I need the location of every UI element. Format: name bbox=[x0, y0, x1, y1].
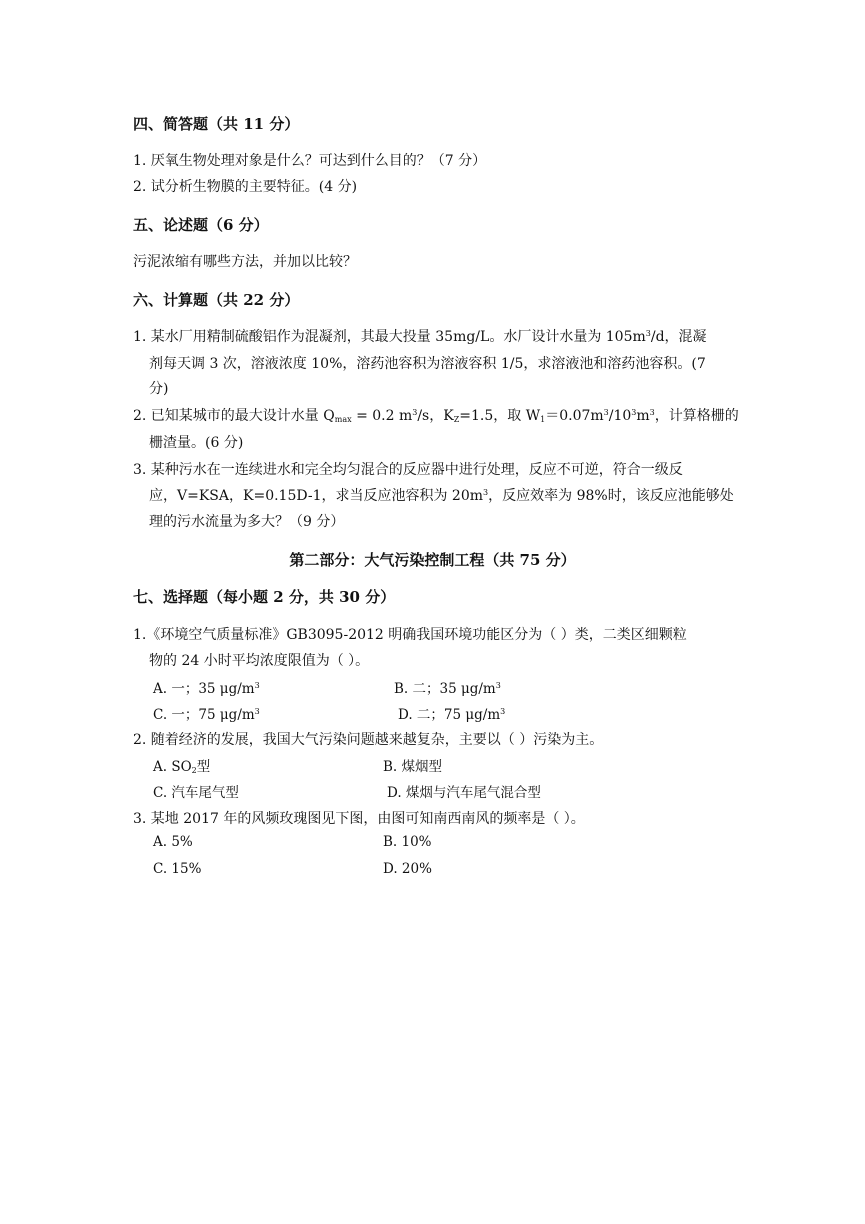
s7-q1-option-a bbox=[153, 677, 260, 697]
superscript: 3 bbox=[254, 707, 260, 716]
s6-question-1-line-3: 分) bbox=[149, 381, 169, 397]
text-run: 1. 某水厂用精制硫酸铝作为混凝剂，其最大投量 35mg/L。水厂设计水量为 105m bbox=[133, 329, 646, 345]
s6-question-1-line-2: 剂每天调 3 次，溶液浓度 10%，溶药池容积为溶液容积 1/5，求溶液池和溶药池容积。(7 bbox=[149, 356, 706, 372]
s7-q1-option-b bbox=[394, 677, 501, 697]
text-run: /d，混凝 bbox=[650, 329, 707, 345]
s7-q1-option-d bbox=[398, 703, 505, 723]
superscript: 3 bbox=[412, 408, 418, 417]
s7-q2-option-b: B. 煤烟型 bbox=[383, 759, 443, 775]
text-run: ，计算格栅的 bbox=[654, 408, 739, 424]
s7-q3-option-a: A. 5% bbox=[153, 834, 193, 850]
subscript: 1 bbox=[540, 415, 546, 424]
superscript: 3 bbox=[483, 488, 489, 497]
s6-question-1-line-1 bbox=[133, 326, 707, 346]
s4-question-1: 1. 厌氧生物处理对象是什么？可达到什么目的？（7 分） bbox=[133, 153, 487, 169]
superscript: 3 bbox=[631, 408, 637, 417]
superscript: 3 bbox=[649, 408, 655, 417]
s5-question: 污泥浓缩有哪些方法，并加以比较？ bbox=[133, 254, 357, 270]
s7-q2-option-d: D. 煤烟与汽车尾气混合型 bbox=[387, 785, 541, 801]
text-run: = 0.2 m bbox=[351, 408, 413, 424]
option-text: D. 二；75 μg/m bbox=[398, 707, 501, 723]
s7-question-2: 2. 随着经济的发展，我国大气污染问题越来越复杂，主要以（ ）污染为主。 bbox=[133, 732, 604, 748]
option-text: A. SO bbox=[153, 759, 192, 775]
s6-question-3-line-1: 3. 某种污水在一连续进水和完全均匀混合的反应器中进行处理，反应不可逆，符合一级反 bbox=[133, 462, 683, 478]
text-run: 2. 已知某城市的最大设计水量 Q bbox=[133, 408, 335, 424]
text-run: ，反应效率为 98%时，该反应池能够处 bbox=[488, 488, 734, 504]
s7-question-1-line-1: 1.《环境空气质量标准》GB3095-2012 明确我国环境功能区分为（ ）类，二类区细颗粒 bbox=[133, 627, 687, 643]
subscript: Z bbox=[453, 415, 460, 424]
text-run: /10 bbox=[608, 408, 632, 424]
s4-question-2: 2. 试分析生物膜的主要特征。(4 分) bbox=[133, 179, 358, 195]
part-2-heading: 第二部分：大气污染控制工程（共 75 分） bbox=[289, 551, 576, 569]
s7-question-1-line-2: 物的 24 小时平均浓度限值为（ ）。 bbox=[149, 653, 370, 669]
s7-q2-option-c: C. 汽车尾气型 bbox=[153, 785, 239, 801]
s7-q3-option-b: B. 10% bbox=[383, 834, 432, 850]
s6-question-3-line-3: 理的污水流量为多大？（9 分） bbox=[149, 514, 345, 530]
section-5-heading: 五、论述题（6 分） bbox=[133, 216, 269, 234]
option-text: B. 二；35 μg/m bbox=[394, 681, 496, 697]
section-7-heading: 七、选择题（每小题 2 分，共 30 分） bbox=[133, 588, 396, 606]
s6-question-2-line-2: 栅渣量。(6 分) bbox=[149, 435, 244, 451]
s7-q2-option-a bbox=[153, 755, 210, 775]
option-text: 型 bbox=[196, 759, 211, 775]
superscript: 3 bbox=[495, 681, 501, 690]
s6-question-2-line-1 bbox=[133, 405, 739, 425]
section-4-heading: 四、简答题（共 11 分） bbox=[133, 115, 300, 133]
text-run: ＝0.07m bbox=[545, 408, 604, 424]
superscript: 3 bbox=[254, 681, 260, 690]
s7-q3-option-d: D. 20% bbox=[383, 861, 432, 877]
text-run: /s，K bbox=[417, 408, 454, 424]
s7-q1-option-c bbox=[153, 703, 260, 723]
s7-question-3: 3. 某地 2017 年的风频玫瑰图见下图，由图可知南西南风的频率是（ ）。 bbox=[133, 811, 585, 827]
subscript: 2 bbox=[191, 766, 197, 775]
text-run: 应，V=KSA，K=0.15D-1，求当反应池容积为 20m bbox=[149, 488, 484, 504]
s6-question-3-line-2 bbox=[149, 485, 734, 505]
option-text: A. 一；35 μg/m bbox=[153, 681, 255, 697]
subscript: max bbox=[334, 415, 352, 424]
text-run: =1.5，取 W bbox=[459, 408, 541, 424]
superscript: 3 bbox=[603, 408, 609, 417]
superscript: 3 bbox=[500, 707, 506, 716]
s7-q3-option-c: C. 15% bbox=[153, 861, 202, 877]
section-6-heading: 六、计算题（共 22 分） bbox=[133, 291, 300, 309]
text-run: m bbox=[636, 408, 650, 424]
option-text: C. 一；75 μg/m bbox=[153, 707, 255, 723]
superscript: 3 bbox=[645, 329, 651, 338]
